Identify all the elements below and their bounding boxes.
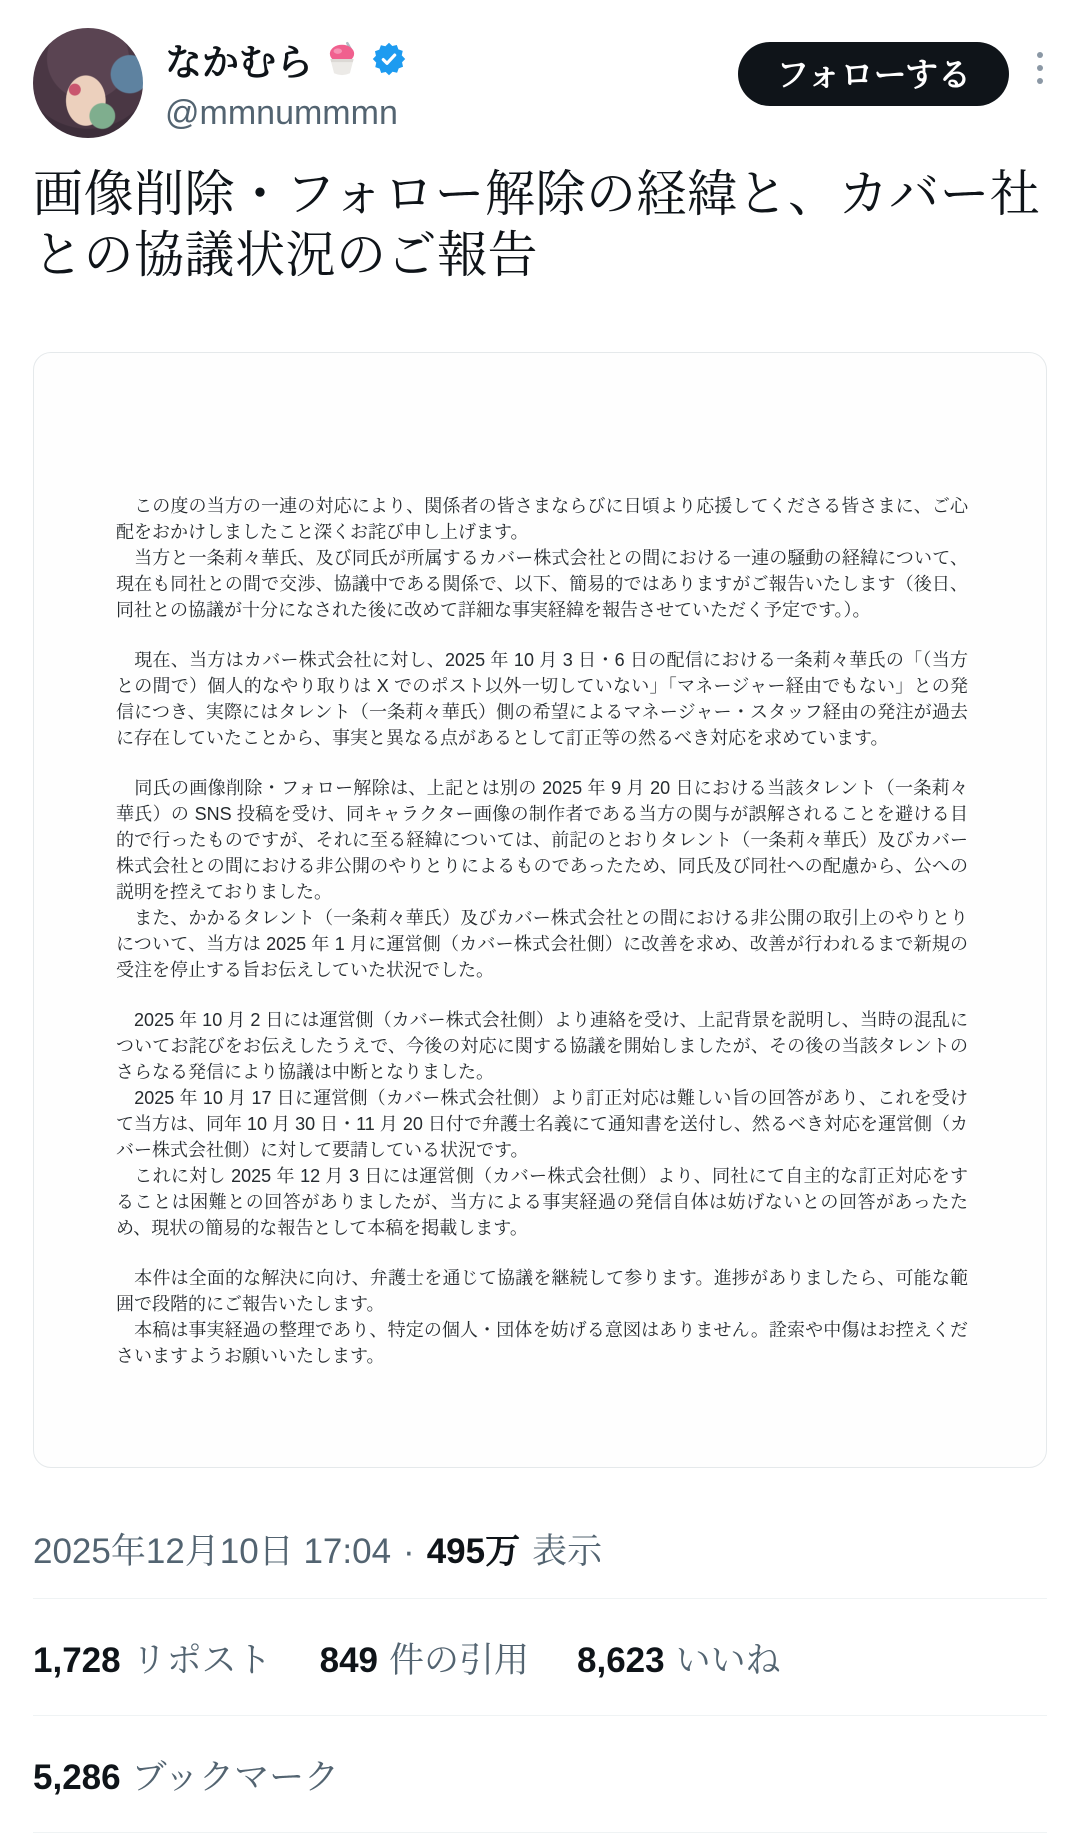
tweet-meta: [33, 1524, 1047, 1574]
quotes-label: 件の引用: [389, 1641, 530, 1680]
views-label: 表示: [532, 1532, 603, 1571]
more-options-icon[interactable]: [1033, 46, 1047, 90]
user-names: [165, 28, 407, 133]
tweet-header: [33, 0, 1047, 138]
display-name: なかむら: [165, 42, 313, 83]
reposts-count: 1,728: [33, 1641, 121, 1680]
statement-paragraph: 2025 年 10 月 17 日に運営側（カバー株式会社側）より訂正対応は難しい旨の回答があり、これを受けて当方は、同年 10 月 30 日・11 月 20 日付で弁護士名義にて通知書を送付し、然るべき対応を運営側（カバー株式会社側）に対して要請している状況です。: [116, 1088, 968, 1160]
bookmarks-count: 5,286: [33, 1758, 121, 1797]
meta-separator: ·: [403, 1532, 415, 1571]
likes-count: 8,623: [577, 1641, 665, 1680]
verified-badge-icon: [371, 41, 407, 77]
likes-stat[interactable]: [577, 1633, 781, 1683]
tweet-text: 画像削除・フォロー解除の経緯と、カバー社との協議状況のご報告: [33, 166, 1041, 283]
follow-button[interactable]: フォローする: [738, 42, 1009, 106]
bookmarks-label: ブックマーク: [131, 1758, 340, 1797]
user-handle[interactable]: @mmnummmn: [165, 94, 398, 132]
engagement-stats: [33, 1599, 1047, 1683]
statement-paragraph: 当方と一条莉々華氏、及び同氏が所属するカバー株式会社との間における一連の騒動の経緯について、現在も同社との間で交渉、協議中である関係で、以下、簡易的ではありますがご報告いたします（後日、同社との協議が十分になされた後に改めて詳細な事実経緯を報告させていただく予定です。）。: [116, 548, 968, 620]
statement-paragraph: 本件は全面的な解決に向け、弁護士を通じて協議を継続して参ります。進捗がありましたら、可能な範囲で段階的にご報告いたします。: [116, 1268, 968, 1314]
statement-paragraph: 本稿は事実経過の整理であり、特定の個人・団体を妨げる意図はありません。詮索や中傷はお控えくださいますようお願いいたします。: [116, 1320, 968, 1366]
avatar[interactable]: [33, 28, 143, 138]
statement-paragraph: 同氏の画像削除・フォロー解除は、上記とは別の 2025 年 9 月 20 日における当該タレント（一条莉々華氏）の SNS 投稿を受け、同キャラクター画像の制作者である当方の関与が誤解されることを避ける目的で行ったものですが、それに至る経緯については、前記のとおりタレント（一条莉々華氏）及びカバー株式会社との間における非公開のやりとりによるものであったため、同氏及び同社への配慮から、公への説明を控えておりました。: [116, 778, 968, 902]
bookmarks-stat[interactable]: [33, 1750, 339, 1800]
display-name-row[interactable]: [165, 32, 407, 86]
quotes-count: 849: [319, 1641, 379, 1680]
header-actions: [738, 28, 1047, 106]
statement-paragraph: また、かかるタレント（一条莉々華氏）及びカバー株式会社との間における非公開の取引上のやりとりについて、当方は 2025 年 1 月に運営側（カバー株式会社側）に改善を求め、改善が行われるまで新規の受注を停止する旨お伝えしていた状況でした。: [116, 908, 968, 980]
reposts-label: リポスト: [131, 1641, 272, 1680]
views-count: 495万: [426, 1532, 521, 1571]
likes-label: いいね: [675, 1641, 781, 1680]
statement-paragraph: これに対し 2025 年 12 月 3 日には運営側（カバー株式会社側）より、同社にて自主的な訂正対応をすることは困難との回答がありましたが、当方による事実経過の発信自体は妨げないとの回答があったため、現状の簡易的な報告として本稿を掲載します。: [116, 1166, 968, 1238]
shaved-ice-emoji: [323, 40, 361, 78]
bookmarks-row: [33, 1716, 1047, 1800]
tweet-media-document[interactable]: [33, 352, 1047, 1468]
statement-paragraph: 2025 年 10 月 2 日には運営側（カバー株式会社側）より連絡を受け、上記背景を説明し、当時の混乱についてお詫びをお伝えしたうえで、今後の対応に関する協議を開始しましたが、その後の当該タレントのさらなる発信により協議は中断となりました。: [116, 1010, 968, 1082]
statement-paragraph: この度の当方の一連の対応により、関係者の皆さまならびに日頃より応援してくださる皆さまに、ご心配をおかけしましたこと深くお詫び申し上げます。: [116, 496, 968, 542]
timestamp: 2025年12月10日 17:04: [33, 1532, 392, 1571]
reposts-stat[interactable]: [33, 1633, 272, 1683]
statement-paragraph: 現在、当方はカバー株式会社に対し、2025 年 10 月 3 日・6 日の配信における一条莉々華氏の「（当方との間で）個人的なやり取りは X でのポスト以外一切していない」「マネージャー経由でもない」との発信につき、実際にはタレント（一条莉々華氏）側の希望によるマネージャー・スタッフ経由の発注が過去に存在していたことから、事実と異なる点があるとして訂正等の然るべき対応を求めています。: [116, 650, 968, 748]
quotes-stat[interactable]: [320, 1633, 529, 1683]
